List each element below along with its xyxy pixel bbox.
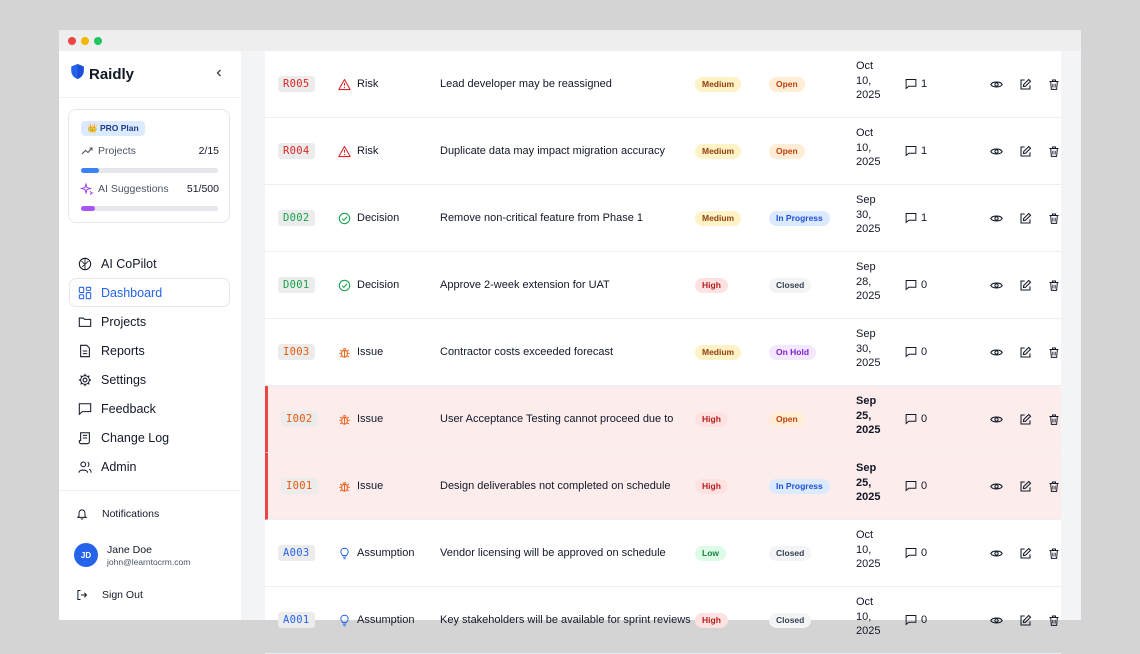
comment-count: 0 <box>921 279 928 291</box>
date-month: Oct <box>856 529 874 541</box>
row-actions <box>988 386 1062 452</box>
item-type: Assumption <box>357 614 415 626</box>
item-type: Decision <box>357 212 400 224</box>
status-badge: Open <box>769 412 805 427</box>
nav-label: Reports <box>101 343 145 358</box>
ai-suggestions-usage <box>81 183 219 195</box>
app-name: Raidly <box>89 65 135 83</box>
items-table <box>265 51 1061 637</box>
brain-icon <box>78 257 92 271</box>
comments-count[interactable] <box>905 185 927 251</box>
row-actions <box>988 587 1062 653</box>
projects-usage-value: 2/15 <box>198 145 219 157</box>
item-title[interactable]: Contractor costs exceeded forecast <box>440 346 614 358</box>
date-day: 30, <box>856 342 872 355</box>
chevron-left-icon <box>214 68 224 78</box>
sidebar-divider <box>59 490 241 491</box>
edit-icon[interactable] <box>1017 545 1033 561</box>
view-eye-icon[interactable] <box>988 612 1004 628</box>
view-eye-icon[interactable] <box>988 478 1004 494</box>
view-eye-icon[interactable] <box>988 344 1004 360</box>
date-year: 2025 <box>856 558 881 570</box>
nav-label: Settings <box>101 372 147 387</box>
collapse-sidebar-button[interactable] <box>213 67 225 81</box>
row-actions <box>988 51 1062 117</box>
comments-count[interactable] <box>905 252 927 318</box>
edit-icon[interactable] <box>1017 478 1033 494</box>
item-type: Risk <box>357 78 379 90</box>
row-actions <box>988 118 1062 184</box>
nav-item-dashboard[interactable] <box>69 278 230 307</box>
user-profile[interactable] <box>74 543 190 567</box>
delete-trash-icon[interactable] <box>1046 76 1062 92</box>
user-name: Jane Doe <box>107 543 152 556</box>
window-titlebar <box>59 30 1081 51</box>
minimize-window-button[interactable] <box>81 37 89 45</box>
table-row[interactable] <box>265 587 1061 654</box>
user-email: john@learntocrm.com <box>107 556 191 567</box>
content-gutter <box>241 51 265 620</box>
comment-icon <box>905 279 917 291</box>
delete-trash-icon[interactable] <box>1046 277 1062 293</box>
gear-icon <box>78 373 92 387</box>
file-text-icon <box>78 344 92 358</box>
comment-count: 0 <box>921 547 928 559</box>
priority-badge: Medium <box>695 345 741 360</box>
item-type: Issue <box>357 413 384 425</box>
comments-count[interactable] <box>905 386 927 452</box>
date-year: 2025 <box>856 357 881 369</box>
ai-suggestions-value: 51/500 <box>186 183 219 195</box>
shield-logo-icon <box>70 63 85 85</box>
view-eye-icon[interactable] <box>988 277 1004 293</box>
item-title[interactable]: Lead developer may be reassigned <box>440 78 612 90</box>
nav-item-reports[interactable] <box>69 336 230 365</box>
dashboard-icon <box>78 286 92 300</box>
table-row[interactable] <box>265 453 1061 520</box>
bell-icon <box>76 508 88 520</box>
ai-suggestions-bar <box>81 206 218 211</box>
nav-label: Change Log <box>101 430 170 445</box>
view-eye-icon[interactable] <box>988 545 1004 561</box>
comment-count: 1 <box>921 145 928 157</box>
due-date <box>856 587 896 653</box>
sparkles-icon <box>81 183 93 195</box>
nav-label: Admin <box>101 459 137 474</box>
comments-count[interactable] <box>905 118 927 184</box>
check-circle-icon <box>338 212 351 225</box>
date-month: Oct <box>856 596 874 608</box>
edit-icon[interactable] <box>1017 344 1033 360</box>
item-type: Assumption <box>357 547 415 559</box>
date-day: 10, <box>856 610 872 623</box>
app-window <box>59 30 1081 637</box>
status-badge: In Progress <box>769 211 830 226</box>
date-year: 2025 <box>856 491 881 503</box>
item-title[interactable]: Vendor licensing will be approved on schedule <box>440 547 666 559</box>
check-circle-icon <box>338 279 351 292</box>
edit-icon[interactable] <box>1017 411 1033 427</box>
status-badge: On Hold <box>769 345 816 360</box>
message-square-icon <box>78 402 92 416</box>
nav-label: Feedback <box>101 401 156 416</box>
comment-count: 0 <box>921 413 928 425</box>
row-actions <box>988 520 1062 586</box>
nav-item-feedback[interactable] <box>69 394 230 423</box>
table-row[interactable] <box>265 252 1061 319</box>
delete-trash-icon[interactable] <box>1046 478 1062 494</box>
nav-item-change-log[interactable] <box>69 423 230 452</box>
sign-out-button[interactable] <box>76 589 143 601</box>
item-title[interactable]: User Acceptance Testing cannot proceed due to <box>440 413 674 425</box>
alert-triangle-icon <box>338 145 351 158</box>
date-day: 25, <box>856 476 872 489</box>
priority-badge: Medium <box>695 144 741 159</box>
comment-count: 0 <box>921 346 928 358</box>
comments-count[interactable] <box>905 51 927 117</box>
row-actions <box>988 453 1062 519</box>
sidebar-divider <box>59 97 241 98</box>
date-year: 2025 <box>856 89 881 101</box>
comment-count: 1 <box>921 212 928 224</box>
view-eye-icon[interactable] <box>988 411 1004 427</box>
table-row[interactable] <box>265 386 1061 453</box>
date-year: 2025 <box>856 625 881 637</box>
date-day: 10, <box>856 74 872 87</box>
alert-triangle-icon <box>338 78 351 91</box>
status-badge: In Progress <box>769 479 830 494</box>
date-month: Sep <box>856 328 876 340</box>
comment-count: 0 <box>921 480 928 492</box>
edit-icon[interactable] <box>1017 143 1033 159</box>
date-month: Sep <box>856 261 876 273</box>
brand[interactable] <box>70 64 134 84</box>
item-type: Risk <box>357 145 379 157</box>
lightbulb-icon <box>338 547 351 560</box>
comment-icon <box>905 547 917 559</box>
comment-icon <box>905 78 917 90</box>
notifications-label: Notifications <box>102 508 160 520</box>
table-row[interactable] <box>265 51 1061 118</box>
projects-usage-bar <box>81 168 218 173</box>
comment-icon <box>905 480 917 492</box>
log-out-icon <box>76 589 88 601</box>
date-month: Sep <box>856 194 876 206</box>
scrollbar-track[interactable] <box>1061 51 1081 620</box>
nav-label: Projects <box>101 314 147 329</box>
sidebar <box>59 51 241 620</box>
priority-badge: Low <box>695 546 726 561</box>
date-month: Sep <box>856 462 877 474</box>
table-row[interactable] <box>265 319 1061 386</box>
comments-count[interactable] <box>905 319 927 385</box>
date-day: 10, <box>856 141 872 154</box>
sign-out-label: Sign Out <box>102 589 143 601</box>
row-actions <box>988 185 1062 251</box>
comment-count: 0 <box>921 614 928 626</box>
scroll-icon <box>78 431 92 445</box>
comment-icon <box>905 346 917 358</box>
priority-badge: High <box>695 278 728 293</box>
bug-icon <box>338 480 351 493</box>
table-row[interactable] <box>265 185 1061 252</box>
item-id-badge: I002 <box>281 411 318 427</box>
date-month: Oct <box>856 127 874 139</box>
row-actions <box>988 319 1062 385</box>
due-date <box>856 51 896 117</box>
sidebar-nav <box>69 249 230 481</box>
nav-item-ai-copilot[interactable] <box>69 249 230 278</box>
delete-trash-icon[interactable] <box>1046 210 1062 226</box>
notifications-button[interactable] <box>76 508 159 520</box>
due-date <box>856 252 896 318</box>
nav-label: Dashboard <box>101 285 163 300</box>
nav-item-admin[interactable] <box>69 452 230 481</box>
delete-trash-icon[interactable] <box>1046 344 1062 360</box>
folder-icon <box>78 315 92 329</box>
delete-trash-icon[interactable] <box>1046 545 1062 561</box>
priority-badge: High <box>695 613 728 628</box>
due-date <box>856 520 896 586</box>
delete-trash-icon[interactable] <box>1046 411 1062 427</box>
lightbulb-icon <box>338 614 351 627</box>
edit-icon[interactable] <box>1017 277 1033 293</box>
edit-icon[interactable] <box>1017 76 1033 92</box>
avatar: JD <box>74 543 98 567</box>
date-day: 28, <box>856 275 872 288</box>
comment-icon <box>905 614 917 626</box>
view-eye-icon[interactable] <box>988 76 1004 92</box>
item-title[interactable]: Remove non-critical feature from Phase 1 <box>440 212 643 224</box>
priority-badge: Medium <box>695 77 741 92</box>
close-window-button[interactable] <box>68 37 76 45</box>
item-id-badge: R004 <box>278 143 315 159</box>
due-date <box>856 185 896 251</box>
date-year: 2025 <box>856 290 881 302</box>
delete-trash-icon[interactable] <box>1046 143 1062 159</box>
item-id-badge: D001 <box>278 277 315 293</box>
projects-usage <box>81 145 219 157</box>
nav-item-settings[interactable] <box>69 365 230 394</box>
comment-icon <box>905 413 917 425</box>
item-id-badge: R005 <box>278 76 315 92</box>
date-year: 2025 <box>856 424 881 436</box>
item-type: Issue <box>357 346 384 358</box>
edit-icon[interactable] <box>1017 210 1033 226</box>
status-badge: Open <box>769 77 805 92</box>
date-day: 10, <box>856 543 872 556</box>
item-type: Decision <box>357 279 400 291</box>
item-id-badge: I001 <box>281 478 318 494</box>
priority-badge: High <box>695 479 728 494</box>
nav-item-projects[interactable] <box>69 307 230 336</box>
date-day: 25, <box>856 409 872 422</box>
table-row[interactable] <box>265 520 1061 587</box>
item-title[interactable]: Design deliverables not completed on schedule <box>440 480 671 492</box>
view-eye-icon[interactable] <box>988 143 1004 159</box>
item-title[interactable]: Approve 2-week extension for UAT <box>440 279 610 291</box>
bug-icon <box>338 413 351 426</box>
status-badge: Closed <box>769 278 811 293</box>
item-id-badge: D002 <box>278 210 315 226</box>
edit-icon[interactable] <box>1017 612 1033 628</box>
comment-count: 1 <box>921 78 928 90</box>
item-type: Issue <box>357 480 384 492</box>
comment-icon <box>905 145 917 157</box>
comments-count[interactable] <box>905 587 927 653</box>
projects-usage-label: Projects <box>98 145 136 157</box>
table-row[interactable] <box>265 118 1061 185</box>
nav-label: AI CoPilot <box>101 256 157 271</box>
trending-up-icon <box>81 146 93 156</box>
status-badge: Closed <box>769 546 811 561</box>
due-date <box>856 118 896 184</box>
priority-badge: Medium <box>695 211 741 226</box>
item-id-badge: A001 <box>278 612 315 628</box>
date-year: 2025 <box>856 223 881 235</box>
comment-icon <box>905 212 917 224</box>
item-id-badge: A003 <box>278 545 315 561</box>
date-month: Oct <box>856 60 874 72</box>
priority-badge: High <box>695 412 728 427</box>
date-day: 30, <box>856 208 872 221</box>
item-title[interactable]: Key stakeholders will be available for sprint reviews <box>440 614 691 626</box>
delete-trash-icon[interactable] <box>1046 612 1062 628</box>
status-badge: Closed <box>769 613 811 628</box>
maximize-window-button[interactable] <box>94 37 102 45</box>
due-date <box>856 453 896 519</box>
row-actions <box>988 252 1062 318</box>
users-icon <box>78 460 92 474</box>
comments-count[interactable] <box>905 520 927 586</box>
date-year: 2025 <box>856 156 881 168</box>
pro-plan-badge: 👑 PRO Plan <box>81 121 145 136</box>
view-eye-icon[interactable] <box>988 210 1004 226</box>
status-badge: Open <box>769 144 805 159</box>
bug-icon <box>338 346 351 359</box>
date-month: Sep <box>856 395 877 407</box>
comments-count[interactable] <box>905 453 927 519</box>
plan-usage-card <box>68 109 230 223</box>
ai-suggestions-label: AI Suggestions <box>98 183 169 195</box>
item-id-badge: I003 <box>278 344 315 360</box>
due-date <box>856 319 896 385</box>
item-title[interactable]: Duplicate data may impact migration accuracy <box>440 145 665 157</box>
due-date <box>856 386 896 452</box>
